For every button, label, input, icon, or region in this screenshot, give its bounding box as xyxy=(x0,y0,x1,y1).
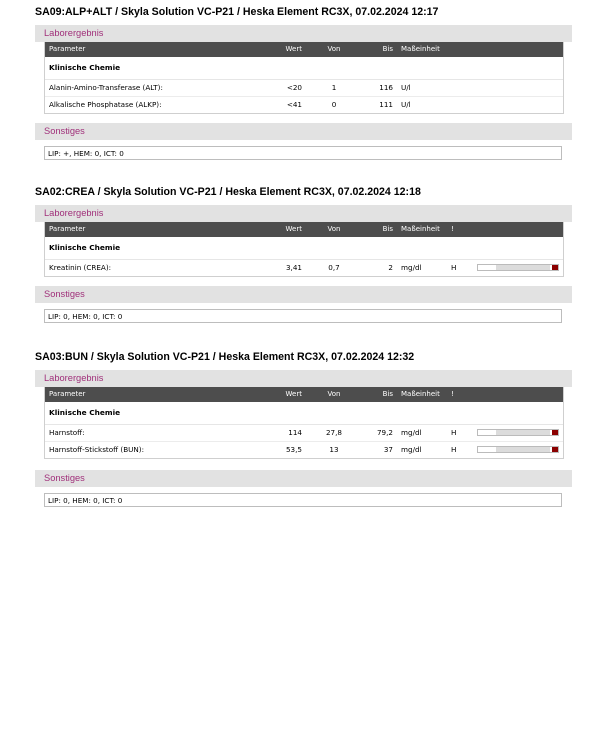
report-sa03 xyxy=(35,351,572,507)
header-von: Von xyxy=(327,45,341,53)
param-unit: mg/dl xyxy=(401,428,422,437)
section-heading-laborergebnis: Laborergebnis xyxy=(35,370,572,387)
header-bis: Bis xyxy=(382,390,393,398)
report-title: SA09:ALP+ALT / Skyla Solution VC-P21 / Heska Element RC3X, 07.02.2024 12:17 xyxy=(35,6,439,18)
header-unit: Maßeinheit xyxy=(401,45,440,53)
table-header xyxy=(45,387,563,402)
range-bar-normal xyxy=(496,430,550,435)
param-max: 37 xyxy=(383,445,393,454)
param-name: Harnstoff-Stickstoff (BUN): xyxy=(49,445,144,454)
header-von: Von xyxy=(327,390,341,398)
param-value: 114 xyxy=(288,428,302,437)
table-row xyxy=(45,80,563,97)
results-table xyxy=(44,222,564,277)
table-header xyxy=(45,42,563,57)
param-unit: mg/dl xyxy=(401,263,422,272)
range-bar-high-marker xyxy=(552,265,558,270)
header-wert: Wert xyxy=(285,390,302,398)
misc-notes: LIP: 0, HEM: 0, ICT: 0 xyxy=(44,309,562,323)
param-min: 13 xyxy=(329,445,339,454)
param-name: Harnstoff: xyxy=(49,428,85,437)
param-max: 79,2 xyxy=(376,428,393,437)
param-value: 3,41 xyxy=(285,263,302,272)
range-bar-high-marker xyxy=(552,430,558,435)
results-table xyxy=(44,42,564,114)
param-flag: H xyxy=(451,428,457,437)
header-flag: ! xyxy=(451,390,454,398)
header-bis: Bis xyxy=(382,45,393,53)
header-von: Von xyxy=(327,225,341,233)
header-parameter: Parameter xyxy=(49,225,86,233)
section-heading-sonstiges: Sonstiges xyxy=(35,286,572,303)
param-unit: U/l xyxy=(401,83,411,92)
group-heading: Klinische Chemie xyxy=(45,402,563,425)
results-table xyxy=(44,387,564,459)
range-bar-normal xyxy=(496,447,550,452)
range-bar-normal xyxy=(496,265,550,270)
range-bar-high-marker xyxy=(552,447,558,452)
report-sa02 xyxy=(35,186,572,323)
header-unit: Maßeinheit xyxy=(401,390,440,398)
param-min: 0,7 xyxy=(328,263,340,272)
param-min: 27,8 xyxy=(325,428,342,437)
param-flag: H xyxy=(451,445,457,454)
header-parameter: Parameter xyxy=(49,390,86,398)
param-value: <41 xyxy=(286,100,302,109)
param-name: Alkalische Phosphatase (ALKP): xyxy=(49,100,162,109)
header-unit: Maßeinheit xyxy=(401,225,440,233)
param-unit: mg/dl xyxy=(401,445,422,454)
section-heading-laborergebnis: Laborergebnis xyxy=(35,205,572,222)
group-heading: Klinische Chemie xyxy=(45,237,563,260)
header-parameter: Parameter xyxy=(49,45,86,53)
table-row xyxy=(45,425,563,442)
header-flag: ! xyxy=(451,225,454,233)
param-value: 53,5 xyxy=(285,445,302,454)
range-bar xyxy=(477,446,559,453)
misc-notes: LIP: 0, HEM: 0, ICT: 0 xyxy=(44,493,562,507)
misc-notes: LIP: +, HEM: 0, ICT: 0 xyxy=(44,146,562,160)
range-bar xyxy=(477,264,559,271)
param-min: 0 xyxy=(331,100,337,109)
header-wert: Wert xyxy=(285,225,302,233)
param-name: Kreatinin (CREA): xyxy=(49,263,112,272)
section-heading-sonstiges: Sonstiges xyxy=(35,470,572,487)
param-max: 111 xyxy=(379,100,393,109)
report-sa09 xyxy=(35,6,572,160)
table-row xyxy=(45,260,563,276)
table-row xyxy=(45,97,563,113)
section-heading-sonstiges: Sonstiges xyxy=(35,123,572,140)
table-row xyxy=(45,442,563,458)
param-name: Alanin-Amino-Transferase (ALT): xyxy=(49,83,163,92)
range-bar xyxy=(477,429,559,436)
param-max: 2 xyxy=(388,263,393,272)
report-title: SA03:BUN / Skyla Solution VC-P21 / Heska Element RC3X, 07.02.2024 12:32 xyxy=(35,351,415,363)
param-flag: H xyxy=(451,263,457,272)
report-title: SA02:CREA / Skyla Solution VC-P21 / Heska Element RC3X, 07.02.2024 12:18 xyxy=(35,186,421,198)
param-value: <20 xyxy=(286,83,302,92)
header-bis: Bis xyxy=(382,225,393,233)
param-max: 116 xyxy=(379,83,393,92)
param-min: 1 xyxy=(331,83,337,92)
header-wert: Wert xyxy=(285,45,302,53)
table-header xyxy=(45,222,563,237)
group-heading: Klinische Chemie xyxy=(45,57,563,80)
section-heading-laborergebnis: Laborergebnis xyxy=(35,25,572,42)
param-unit: U/l xyxy=(401,100,411,109)
